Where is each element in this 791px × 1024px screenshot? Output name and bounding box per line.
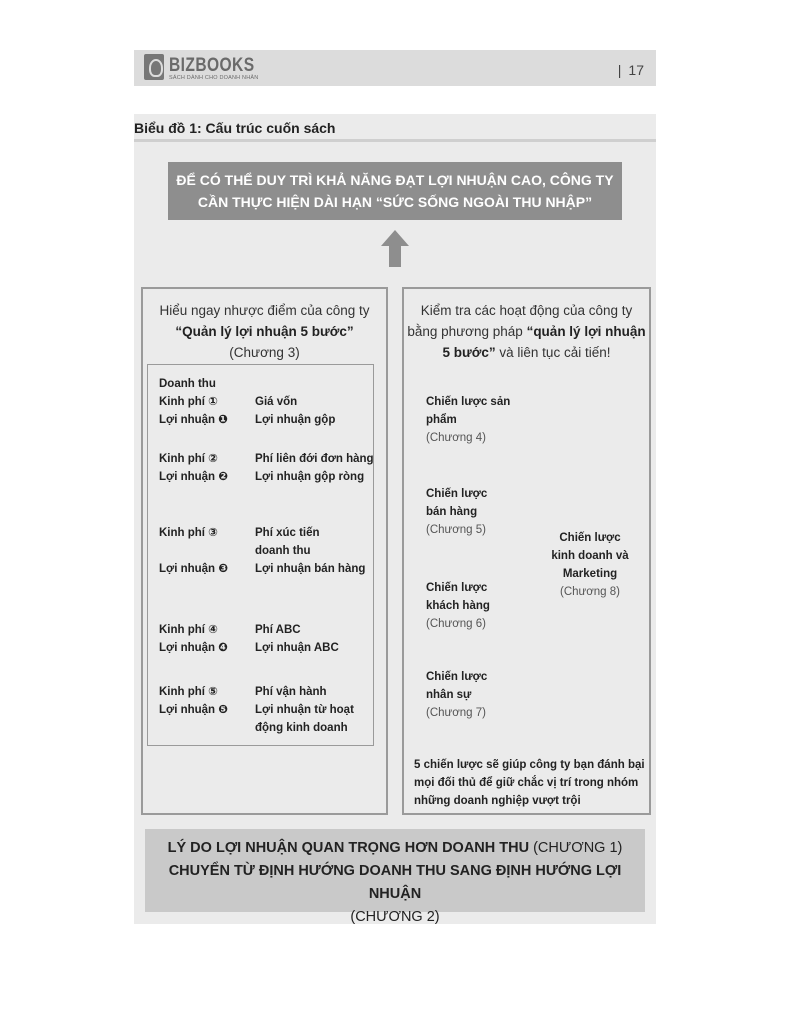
strategy-name: Chiến lược [426,488,488,500]
profit-row-value: Phí xúc tiến [255,527,320,539]
profit-row-value: doanh thu [255,545,311,557]
foundation-line-2 [145,860,645,906]
right-intro-text: bằng phương pháp [407,324,527,339]
strategy-name: bán hàng [426,506,478,518]
strategy-chapter: (Chương 6) [426,618,486,630]
foundation-chapter-2: (CHƯƠNG 2) [350,909,440,925]
profit-row-label: Kinh phí ③ [159,527,218,539]
right-intro-line-2 [404,321,649,342]
strategy-name: Chiến lược sản [426,396,511,408]
strategy-name: nhân sự [426,689,472,701]
foundation-heading-1: LÝ DO LỢI NHUẬN QUAN TRỌNG HƠN DOANH THU [167,840,530,856]
profit-row-label: Lợi nhuận ❸ [159,563,229,575]
right-intro-line-1: Kiểm tra các hoạt động của công ty [420,303,633,318]
strategy-name: kinh doanh và [551,550,629,562]
right-intro [404,300,649,363]
profit-row-label: Doanh thu [159,378,216,390]
right-intro-line-3 [404,342,649,363]
up-arrow-icon [381,230,409,267]
title-divider [134,139,656,142]
profit-row-label: Kinh phí ① [159,396,218,408]
goal-line-2: CẦN THỰC HIỆN DÀI HẠN “SỨC SỐNG NGOÀI THU NHẬP” [197,194,593,210]
profit-row-value: Phí vận hành [255,686,327,698]
profit-row-value: Lợi nhuận ABC [255,642,339,654]
profit-row-value: Phí liên đới đơn hàng [255,453,374,465]
strategy-name: Marketing [562,568,618,580]
foundation-box [145,829,645,925]
strategy-name: khách hàng [426,600,490,612]
left-intro-chapter: (Chương 3) [229,345,300,360]
strategy-chapter: (Chương 7) [426,707,486,719]
bizbooks-logo [144,54,259,84]
strategy-item [426,485,487,539]
strategy-name: Chiến lược [426,582,488,594]
profit-row-label: Kinh phí ④ [159,624,218,636]
logo-emblem-icon [144,54,164,80]
profit-row-label: Lợi nhuận ❹ [159,642,229,654]
profit-row-label: Lợi nhuận ❺ [159,704,229,716]
strategy-chapter: (Chương 8) [560,586,620,598]
page-header [134,50,656,86]
strategy-item [426,579,490,633]
strategy-item [426,393,510,447]
logo-tagline: SÁCH DÀNH CHO DOANH NHÂN [169,75,259,81]
profit-row-value: động kinh doanh [255,722,348,734]
logo-brand: BIZBOOKS [169,55,255,76]
left-intro-line-2 [143,321,386,342]
right-intro-text-end: và liên tục cải tiến! [495,345,611,360]
profit-row-value: Lợi nhuận từ hoạt [255,704,354,716]
strategy-chapter: (Chương 4) [426,432,486,444]
strategy-name: phẩm [426,414,457,426]
profit-row-value: Giá vốn [255,396,298,408]
strategy-name: Chiến lược [426,671,488,683]
foundation-line-1 [145,837,645,860]
profit-row-value: Lợi nhuận gộp [255,414,336,426]
profit-row-label: Lợi nhuận ❷ [159,471,229,483]
strategies-note: 5 chiến lược sẽ giúp công ty bạn đánh bại mọi đối thủ để giữ chắc vị trí trong nhóm những doanh nghiệp vượt trội [414,759,645,807]
goal-line-1: ĐỂ CÓ THỂ DUY TRÌ KHẢ NĂNG ĐẠT LỢI NHUẬN CAO, CÔNG TY [176,172,614,188]
profit-row-value: Lợi nhuận gộp ròng [255,471,365,483]
foundation-heading-2: CHUYỂN TỪ ĐỊNH HƯỚNG DOANH THU SANG ĐỊNH HƯỚNG LỢI NHUẬN [168,863,622,902]
left-intro-method: “Quản lý lợi nhuận 5 bước” [175,324,354,339]
strategy-name: Chiến lược [559,532,621,544]
left-intro-line-1: Hiểu ngay nhược điểm của công ty [159,303,370,318]
marketing-strategy-item [544,529,636,601]
figure-title: Biểu đồ 1: Cấu trúc cuốn sách [134,120,336,136]
right-intro-method-end: 5 bước” [442,345,496,360]
profit-row-label: Lợi nhuận ❶ [159,414,229,426]
strategy-chapter: (Chương 5) [426,524,486,536]
page-number: | 17 [618,62,644,78]
right-intro-method: “quản lý lợi nhuận [526,324,646,339]
goal-box [168,162,622,220]
profit-row-value: Phí ABC [255,624,301,636]
profit-row-label: Kinh phí ⑤ [159,686,218,698]
profit-row-label: Kinh phí ② [159,453,218,465]
profit-row-value: Lợi nhuận bán hàng [255,563,366,575]
left-intro [143,300,386,363]
strategy-item [426,668,487,722]
foundation-chapter-1: (CHƯƠNG 1) [529,840,623,856]
